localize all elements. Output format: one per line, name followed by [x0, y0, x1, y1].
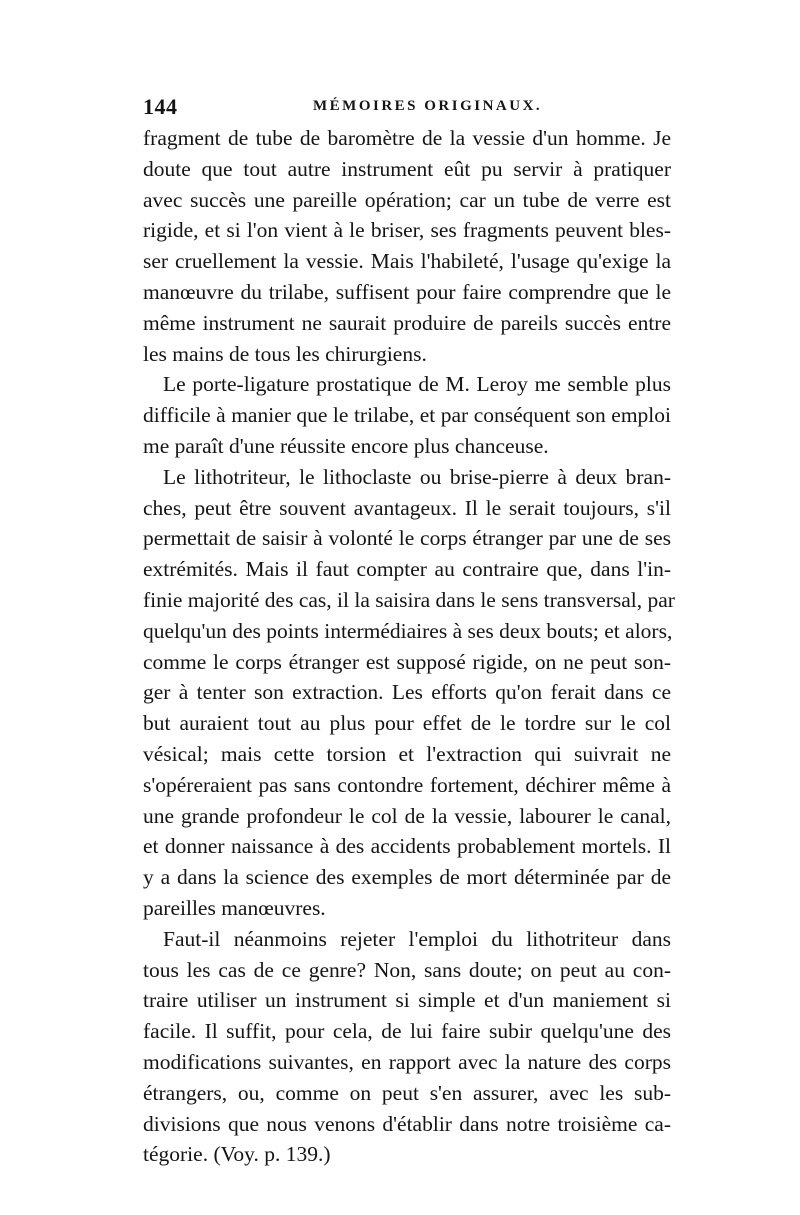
text-line: permettait de saisir à volonté le corps étranger par une de ses: [143, 526, 671, 551]
body-text: [143, 123, 675, 1170]
text-line: comme le corps étranger est supposé rigide, on ne peut son-: [143, 649, 671, 674]
running-head: MÉMOIRES ORIGINAUX.: [313, 98, 543, 114]
text-line: pareilles manœuvres.: [143, 895, 326, 920]
text-line: étrangers, ou, comme on peut s'en assurer, avec les sub-: [143, 1080, 671, 1105]
text-line: manœuvre du trilabe, suffisent pour faire comprendre que le: [143, 279, 671, 304]
text-line: Le porte-ligature prostatique de M. Leroy me semble plus: [163, 372, 671, 397]
text-line: les mains de tous les chirurgiens.: [143, 341, 427, 366]
text-line: y a dans la science des exemples de mort déterminée par de: [143, 865, 671, 890]
text-line: même instrument ne saurait produire de pareils succès entre: [143, 310, 671, 335]
text-line: modifications suivantes, en rapport avec la nature des corps: [143, 1049, 671, 1074]
text-line: difficile à manier que le trilabe, et par conséquent son emploi: [143, 403, 671, 428]
text-line: extrémités. Mais il faut compter au contraire que, dans l'in-: [143, 557, 671, 582]
text-line: me paraît d'une réussite encore plus chanceuse.: [143, 433, 549, 458]
text-line: Faut-il néanmoins rejeter l'emploi du lithotriteur dans: [163, 926, 671, 951]
text-line: ser cruellement la vessie. Mais l'habileté, l'usage qu'exige la: [143, 249, 671, 274]
text-line: avec succès une pareille opération; car un tube de verre est: [143, 187, 671, 212]
text-line: ches, peut être souvent avantageux. Il le serait toujours, s'il: [143, 495, 671, 520]
text-line: Le lithotriteur, le lithoclaste ou brise-pierre à deux bran-: [163, 464, 671, 489]
text-line: finie majorité des cas, il la saisira dans le sens transversal, par: [143, 587, 675, 612]
text-line: doute que tout autre instrument eût pu servir à pratiquer: [143, 156, 671, 181]
text-line: facile. Il suffit, pour cela, de lui faire subir quelqu'une des: [143, 1019, 671, 1044]
text-line: tous les cas de ce genre? Non, sans doute; on peut au con-: [143, 957, 671, 982]
text-line: divisions que nous venons d'établir dans notre troisième ca-: [143, 1111, 671, 1136]
text-line: but auraient tout au plus pour effet de le tordre sur le col: [143, 711, 671, 736]
text-line: ger à tenter son extraction. Les efforts qu'on ferait dans ce: [143, 680, 671, 705]
text-line: s'opéreraient pas sans contondre fortement, déchirer même à: [143, 772, 671, 797]
text-line: tégorie. (Voy. p. 139.): [143, 1142, 331, 1167]
text-line: rigide, et si l'on vient à le briser, ses fragments peuvent bles-: [143, 218, 671, 243]
page-header: [143, 94, 671, 124]
text-line: fragment de tube de baromètre de la vessie d'un homme. Je: [143, 126, 671, 150]
text-line: vésical; mais cette torsion et l'extraction qui suivrait ne: [143, 741, 671, 766]
text-line: une grande profondeur le col de la vessie, labourer le canal,: [143, 803, 671, 828]
text-line: et donner naissance à des accidents probablement mortels. Il: [143, 834, 671, 859]
text-line: traire utiliser un instrument si simple et d'un maniement si: [143, 988, 671, 1013]
page-number: 144: [143, 94, 178, 119]
text-line: quelqu'un des points intermédiaires à ses deux bouts; et alors,: [143, 618, 673, 643]
